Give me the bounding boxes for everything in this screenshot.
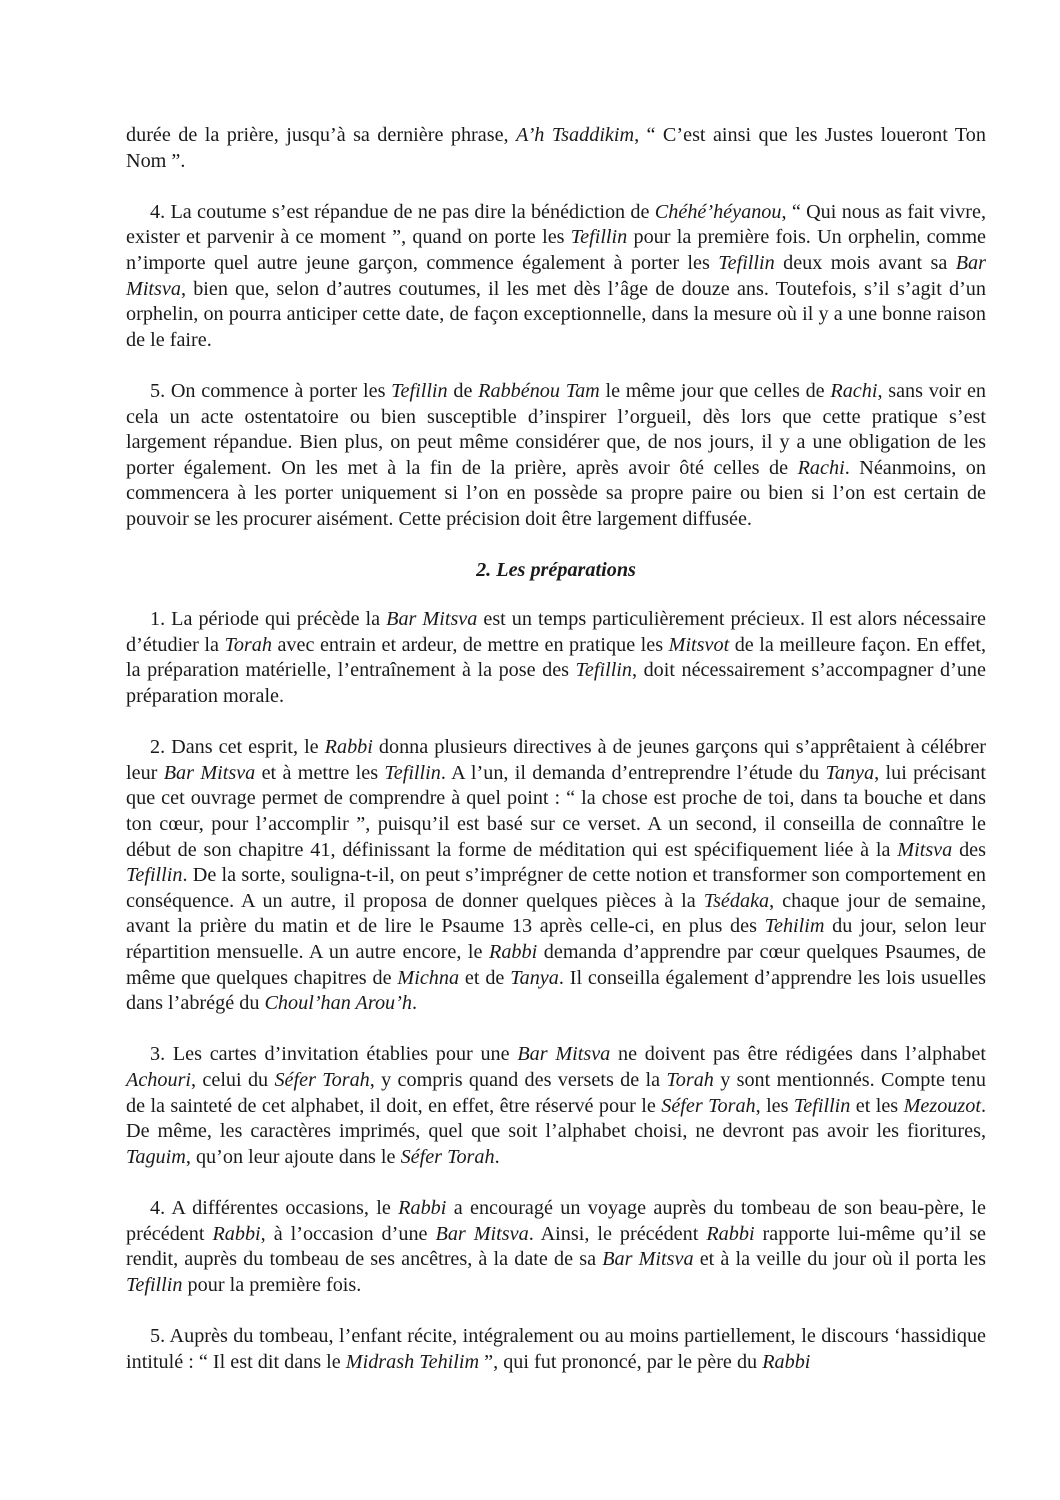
italic-term: Rachi bbox=[830, 379, 878, 402]
italic-term: Chéhé’héyanou bbox=[654, 200, 782, 223]
italic-term: Michna bbox=[397, 966, 460, 989]
italic-term: Mezouzot bbox=[903, 1094, 981, 1117]
italic-term: Tefillin bbox=[126, 864, 183, 887]
italic-term: Bar Mitsva bbox=[126, 251, 986, 300]
italic-term: Midrash Tehilim bbox=[345, 1350, 480, 1373]
italic-term: Rabbi bbox=[706, 1222, 755, 1245]
italic-term: Rabbi bbox=[398, 1196, 447, 1219]
italic-term: Tefillin bbox=[793, 1094, 851, 1117]
italic-term: Tefillin bbox=[575, 659, 633, 682]
italic-term: Tefillin bbox=[718, 251, 775, 274]
italic-term: Torah bbox=[224, 633, 272, 656]
paragraph: 1. La période qui précède la Bar Mitsva est un temps particulièrement précieux. Il est alors nécessaire d’étudier la Torah avec entrain et ardeur, de mettre en pratique les Mitsvot de la meilleure façon. En effet, la préparation matérielle, l’entraînement à la pose des Tefillin, doit nécessairement s’accompagner d’une préparation morale. bbox=[126, 608, 987, 708]
italic-term: A’h Tsaddikim bbox=[516, 124, 635, 146]
italic-term: Séfer Torah bbox=[274, 1068, 370, 1091]
section-heading: 2. Les préparations bbox=[476, 559, 636, 582]
italic-term: Séfer Torah bbox=[400, 1145, 495, 1168]
italic-term: Rabbi bbox=[762, 1350, 811, 1373]
italic-term: Bar Mitsva bbox=[386, 608, 478, 631]
italic-term: Rabbi bbox=[324, 736, 373, 759]
italic-term: Mitsva bbox=[897, 838, 953, 861]
italic-term: Bar Mitsva bbox=[602, 1248, 694, 1271]
paragraph: 5. Auprès du tombeau, l’enfant récite, intégralement ou au moins partiellement, le discours ‘hassidique intitulé : “ Il est dit dans le Midrash Tehilim ”, qui fut prononcé, par le père du Rabbi bbox=[126, 1324, 986, 1373]
paragraph: 4. La coutume s’est répandue de ne pas dire la bénédiction de Chéhé’héyanou, “ Qui nous as fait vivre, exister et parvenir à ce moment ”, quand on porte les Tefillin pour la première fois. Un orphelin, comme n’importe quel autre jeune garçon, commence également à porter les Tefillin deux mois avant sa Bar Mitsva, bien que, selon d’autres coutumes, il les met dès l’âge de douze ans. Toutefois, s’il s’agit d’un orphelin, on pourra anticiper cette date, de façon exceptionnelle, dans la mesure où il y a une bonne raison de le faire. bbox=[126, 200, 986, 351]
italic-term: Tefillin bbox=[384, 761, 441, 784]
italic-term: Bar Mitsva bbox=[435, 1222, 529, 1245]
paragraph: 2. Dans cet esprit, le Rabbi donna plusieurs directives à de jeunes garçons qui s’apprêtaient à célébrer leur Bar Mitsva et à mettre les Tefillin. A l’un, il demanda d’entreprendre l’étude du Tanya, lui précisant que cet ouvrage permet de comprendre à quel point : “ la chose est proche de toi, dans ta bouche et dans ton cœur, pour l’accomplir ”, puisqu’il est basé sur ce verset. A un second, il conseilla de connaître le début de son chapitre 41, définissant la forme de méditation qui est spécifiquement liée à la Mitsva des Tefillin. De la sorte, souligna-t-il, on peut s’imprégner de cette notion et transformer son comportement en conséquence. A un autre, il proposa de donner quelques pièces à la Tsédaka, chaque jour de semaine, avant la prière du matin et de lire le Psaume 13 après celle-ci, en plus des Tehilim du jour, selon leur répartition mensuelle. A un autre encore, le Rabbi demanda d’apprendre par cœur quelques Psaumes, de même que quelques chapitres de Michna et de Tanya. Il conseilla également d’apprendre les lois usuelles dans l’abrégé du Choul’han Arou’h. bbox=[126, 736, 987, 1015]
italic-term: Bar Mitsva bbox=[163, 761, 256, 784]
paragraph: 3. Les cartes d’invitation établies pour une Bar Mitsva ne doivent pas être rédigées dans l’alphabet Achouri, celui du Séfer Torah, y compris quand des versets de la Torah y sont mentionnés. Compte tenu de la sainteté de cet alphabet, il doit, en effet, être réservé pour le Séfer Torah, les Tefillin et les Mezouzot. De même, les caractères imprimés, quel que soit l’alphabet choisi, ne devront pas avoir les fioritures, Taguim, qu’on leur ajoute dans le Séfer Torah. bbox=[126, 1043, 986, 1168]
italic-term: Séfer Torah bbox=[661, 1094, 756, 1117]
italic-term: Rabbénou Tam bbox=[478, 379, 600, 402]
italic-term: Tefillin bbox=[126, 1273, 183, 1296]
italic-term: Rachi bbox=[797, 456, 845, 479]
italic-term: Choul’han Arou’h bbox=[264, 992, 412, 1015]
italic-term: Tanya bbox=[825, 761, 875, 784]
italic-term: Tefillin bbox=[570, 226, 628, 249]
italic-term: Tefillin bbox=[391, 379, 448, 402]
paragraph: durée de la prière, jusqu’à sa dernière phrase, A’h Tsaddikim, “ C’est ainsi que les Justes loueront Ton Nom ”. bbox=[126, 124, 986, 172]
italic-term: Taguim bbox=[126, 1145, 186, 1168]
italic-term: Tehilim bbox=[764, 915, 825, 938]
document-page bbox=[126, 123, 986, 1375]
paragraph: 4. A différentes occasions, le Rabbi a encouragé un voyage auprès du tombeau de son beau-père, le précédent Rabbi, à l’occasion d’une Bar Mitsva. Ainsi, le précédent Rabbi rapporte lui-même qu’il se rendit, auprès du tombeau de ses ancêtres, à la date de sa Bar Mitsva et à la veille du jour où il porta les Tefillin pour la première fois. bbox=[126, 1196, 987, 1296]
italic-term: Achouri bbox=[126, 1068, 192, 1091]
italic-term: Torah bbox=[666, 1068, 714, 1091]
italic-term: Mitsvot bbox=[668, 633, 730, 656]
paragraph: 5. On commence à porter les Tefillin de Rabbénou Tam le même jour que celles de Rachi, sans voir en cela un acte ostentatoire ou bien susceptible d’inspirer l’orgueil, dès lors que cette pratique s’est largement répandue. Bien plus, on peut même considérer que, de nos jours, il y a une obligation de les porter également. On les met à la fin de la prière, après avoir ôté celles de Rachi. Néanmoins, on commencera à les porter uniquement si l’on en possède sa propre paire ou bien si l’on est certain de pouvoir se les procurer aisément. Cette précision doit être largement diffusée. bbox=[126, 379, 987, 530]
italic-term: Rabbi bbox=[212, 1222, 261, 1245]
italic-term: Bar Mitsva bbox=[517, 1043, 611, 1066]
italic-term: Tanya bbox=[510, 966, 559, 989]
italic-term: Tsédaka bbox=[703, 889, 770, 912]
italic-term: Rabbi bbox=[489, 941, 538, 963]
